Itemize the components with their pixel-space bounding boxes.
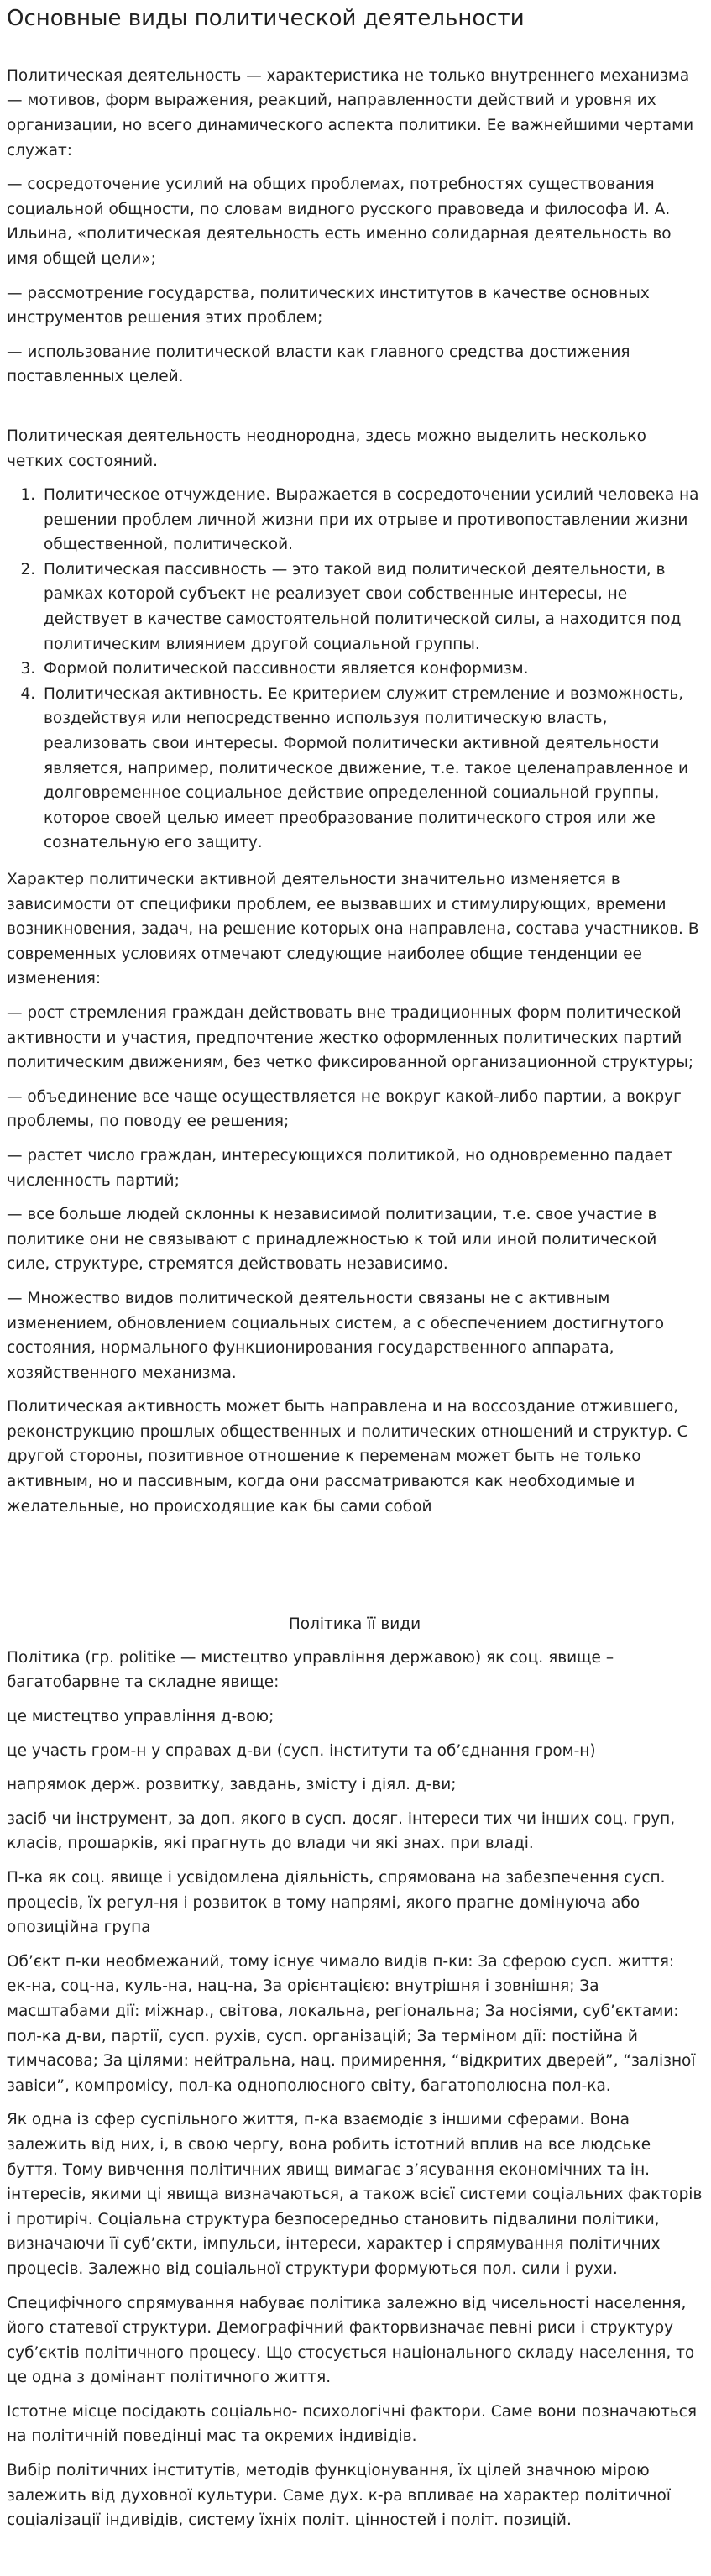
body-paragraph: напрямок держ. розвитку, завдань, змісту і діял. д-ви;	[7, 1776, 457, 1794]
feature-item: — рассмотрение государства, политических институтов в качестве основных инструментов решения этих проблем;	[7, 284, 650, 327]
document	[0, 5, 711, 2576]
conclusion-paragraph: Политическая активность может быть направлена и на воссоздание отжившего, реконструкцию прошлых общественных и политических отношений и структур. С другой стороны, позитивное отношение к переменам может быть не только активным, но и пассивным, когда они рассматриваются как необходимые и желательные, но происходящие как бы сами собой	[7, 1398, 688, 1516]
body-paragraph: Вибір політичних інститутів, методів функціонування, їх цілей значною мірою залежить від духовної культури. Саме дух. к-ра впливає на характер політичної соціалізації індивідів, систему їхніх політ. цінностей і політ. позицій.	[7, 2462, 671, 2530]
states-intro-paragraph: Политическая деятельность неоднородна, здесь можно выделить несколько четких состояний.	[7, 427, 646, 470]
character-paragraph: Характер политически активной деятельности значительно изменяется в зависимости от специфики проблем, ее вызвавших и стимулирующих, времени возникновения, задач, на решение которых она направлена, состава участников. В современных условиях отмечают следующие наиболее общие тенденции ее изменения:	[7, 871, 699, 988]
spacer	[7, 1528, 703, 1612]
section1-title: Основные виды политической деятельности	[7, 6, 525, 31]
trend-item: — все больше людей склонны к независимой политизации, т.е. свое участие в политике они не связывают с принадлежностью к той или иной политической силе, структуре, стремятся действовать независимо.	[7, 1206, 657, 1274]
intro-paragraph: Политическая деятельность — характеристика не только внутреннего механизма — мотивов, форм выражения, реакций, направленности действий и уровня их организации, но всего динамического аспекта политики. Ее важнейшими чертами служат:	[7, 66, 694, 160]
body-paragraph: П-ка як соц. явище і усвідомлена діяльність, спрямована на забезпечення сусп. процесів, їх регул-ня і розвиток в тому напрямі, якого прагне домінуюча або опозиційна група	[7, 1869, 666, 1937]
body-paragraph: Об’єкт п-ки необмежаний, тому існує чимало видів п-ки: За сферою сусп. життя: ек-на, соц-на, куль-на, нац-на, За орієнтацією: внутрішня і зовнішня; За масштабами дії: міжнар., світова, локальна, регіональна; За носіями, суб’єктами: пол-ка д-ви, партії, сусп. рухів, сусп. організацій; За терміном дії: постійна й тимчасова; За цілями: нейтральна, нац. примирення, “відкритих дверей”, “залізної завіси”, компромісу, пол-ка однополюсного світу, багатополюсна пол-ка.	[7, 1952, 696, 2095]
state-item: 1. Политическое отчуждение. Выражается в сосредоточении усилий человека на решении проблем личной жизни при их отрыве и противопоставлении жизни общественной, политической.	[40, 483, 703, 558]
trend-item: — объединение все чаще осуществляется не вокруг какой-либо партии, а вокруг проблемы, по поводу ее решения;	[7, 1087, 682, 1131]
state-item: 3. Формой политической пассивности является конформизм.	[40, 657, 703, 682]
feature-item: — сосредоточение усилий на общих проблемах, потребностях существования социальной общности, по словам видного русского правоведа и философа И. А. Ильина, «политическая деятельность есть именно солидарная деятельность во имя общей цели»;	[7, 175, 672, 268]
trend-item: — растет число граждан, интересующихся политикой, но одновременно падает численность партий;	[7, 1146, 673, 1190]
states-list	[7, 483, 703, 856]
trend-item: — рост стремления граждан действовать вне традиционных форм политической активности и участия, предпочтение жестко оформленных политических партий политическим движениям, без четко фиксированной организационной структуры;	[7, 1003, 694, 1072]
body-paragraph: Як одна із сфер суспільного життя, п-ка взаємодіє з іншими сферами. Вона залежить від них, і, в свою чергу, вона робить істотний вплив на все людське буття. Тому вивчення політичних явищ вимагає з’ясування економічних та ін. інтересів, якими ці явища визначаються, а також всієї системи соціальних факторів і протиріч. Соціальна структура безпосередньо становить підвалини політики, визначаючи її суб’єкти, імпульси, інтереси, характер і спрямування політичних процесів. Залежно від соціальної структури формуються пол. сили і рухи.	[7, 2111, 703, 2278]
body-paragraph: засіб чи інструмент, за доп. якого в сусп. досяг. інтереси тих чи інших соц. груп, класів, прошарків, які прагнуть до влади чи які знах. при владі.	[7, 1809, 676, 1853]
feature-item: — использование политической власти как главного средства достижения поставленных целей.	[7, 343, 630, 386]
body-paragraph: Специфічного спрямування набуває політика залежно від чисельності населення, його статевої структури. Демографічний факторвизначає певні риси і структуру суб’єктів політичного процесу. Що стосується національного складу населення, то це одна з домінант політичного життя.	[7, 2294, 695, 2387]
spacer	[7, 399, 703, 424]
state-item: 2. Политическая пассивность — это такой вид политической деятельности, в рамках которой субъект не реализует свои собственные интересы, не действует в качестве самостоятельной политической силы, а находится под политическим влиянием другой социальной группы.	[40, 558, 703, 657]
body-paragraph: це мистецтво управління д-вою;	[7, 1708, 274, 1726]
body-paragraph: Політика (гр. politike — мистецтво управління державою) як соц. явище – багатобарвне та складне явище:	[7, 1648, 614, 1692]
section2-title: Політика її види	[288, 1615, 421, 1634]
state-item: 4. Политическая активность. Ее критерием служит стремление и возможность, воздействуя или непосредственно используя политическую власть, реализовать свои интересы. Формой политически активной деятельности является, например, политическое движение, т.е. такое целенаправленное и долговременное социальное действие определенной социальной группы, которое своей целью имеет преобразование политического строя или же сознательную его защиту.	[40, 682, 703, 856]
body-paragraph: Істотне місце посідають соціально- психологічні фактори. Саме вони позначаються на політичній поведінці мас та окремих індивідів.	[7, 2402, 697, 2446]
body-paragraph: це участь гром-н у справах д-ви (сусп. інститути та об’єднання гром-н)	[7, 1741, 596, 1760]
trend-item: — Множество видов политической деятельности связаны не с активным изменением, обновлением социальных систем, а с обеспечением достигнутого состояния, нормального функционирования государственного аппарата, хозяйственного механизма.	[7, 1289, 665, 1382]
